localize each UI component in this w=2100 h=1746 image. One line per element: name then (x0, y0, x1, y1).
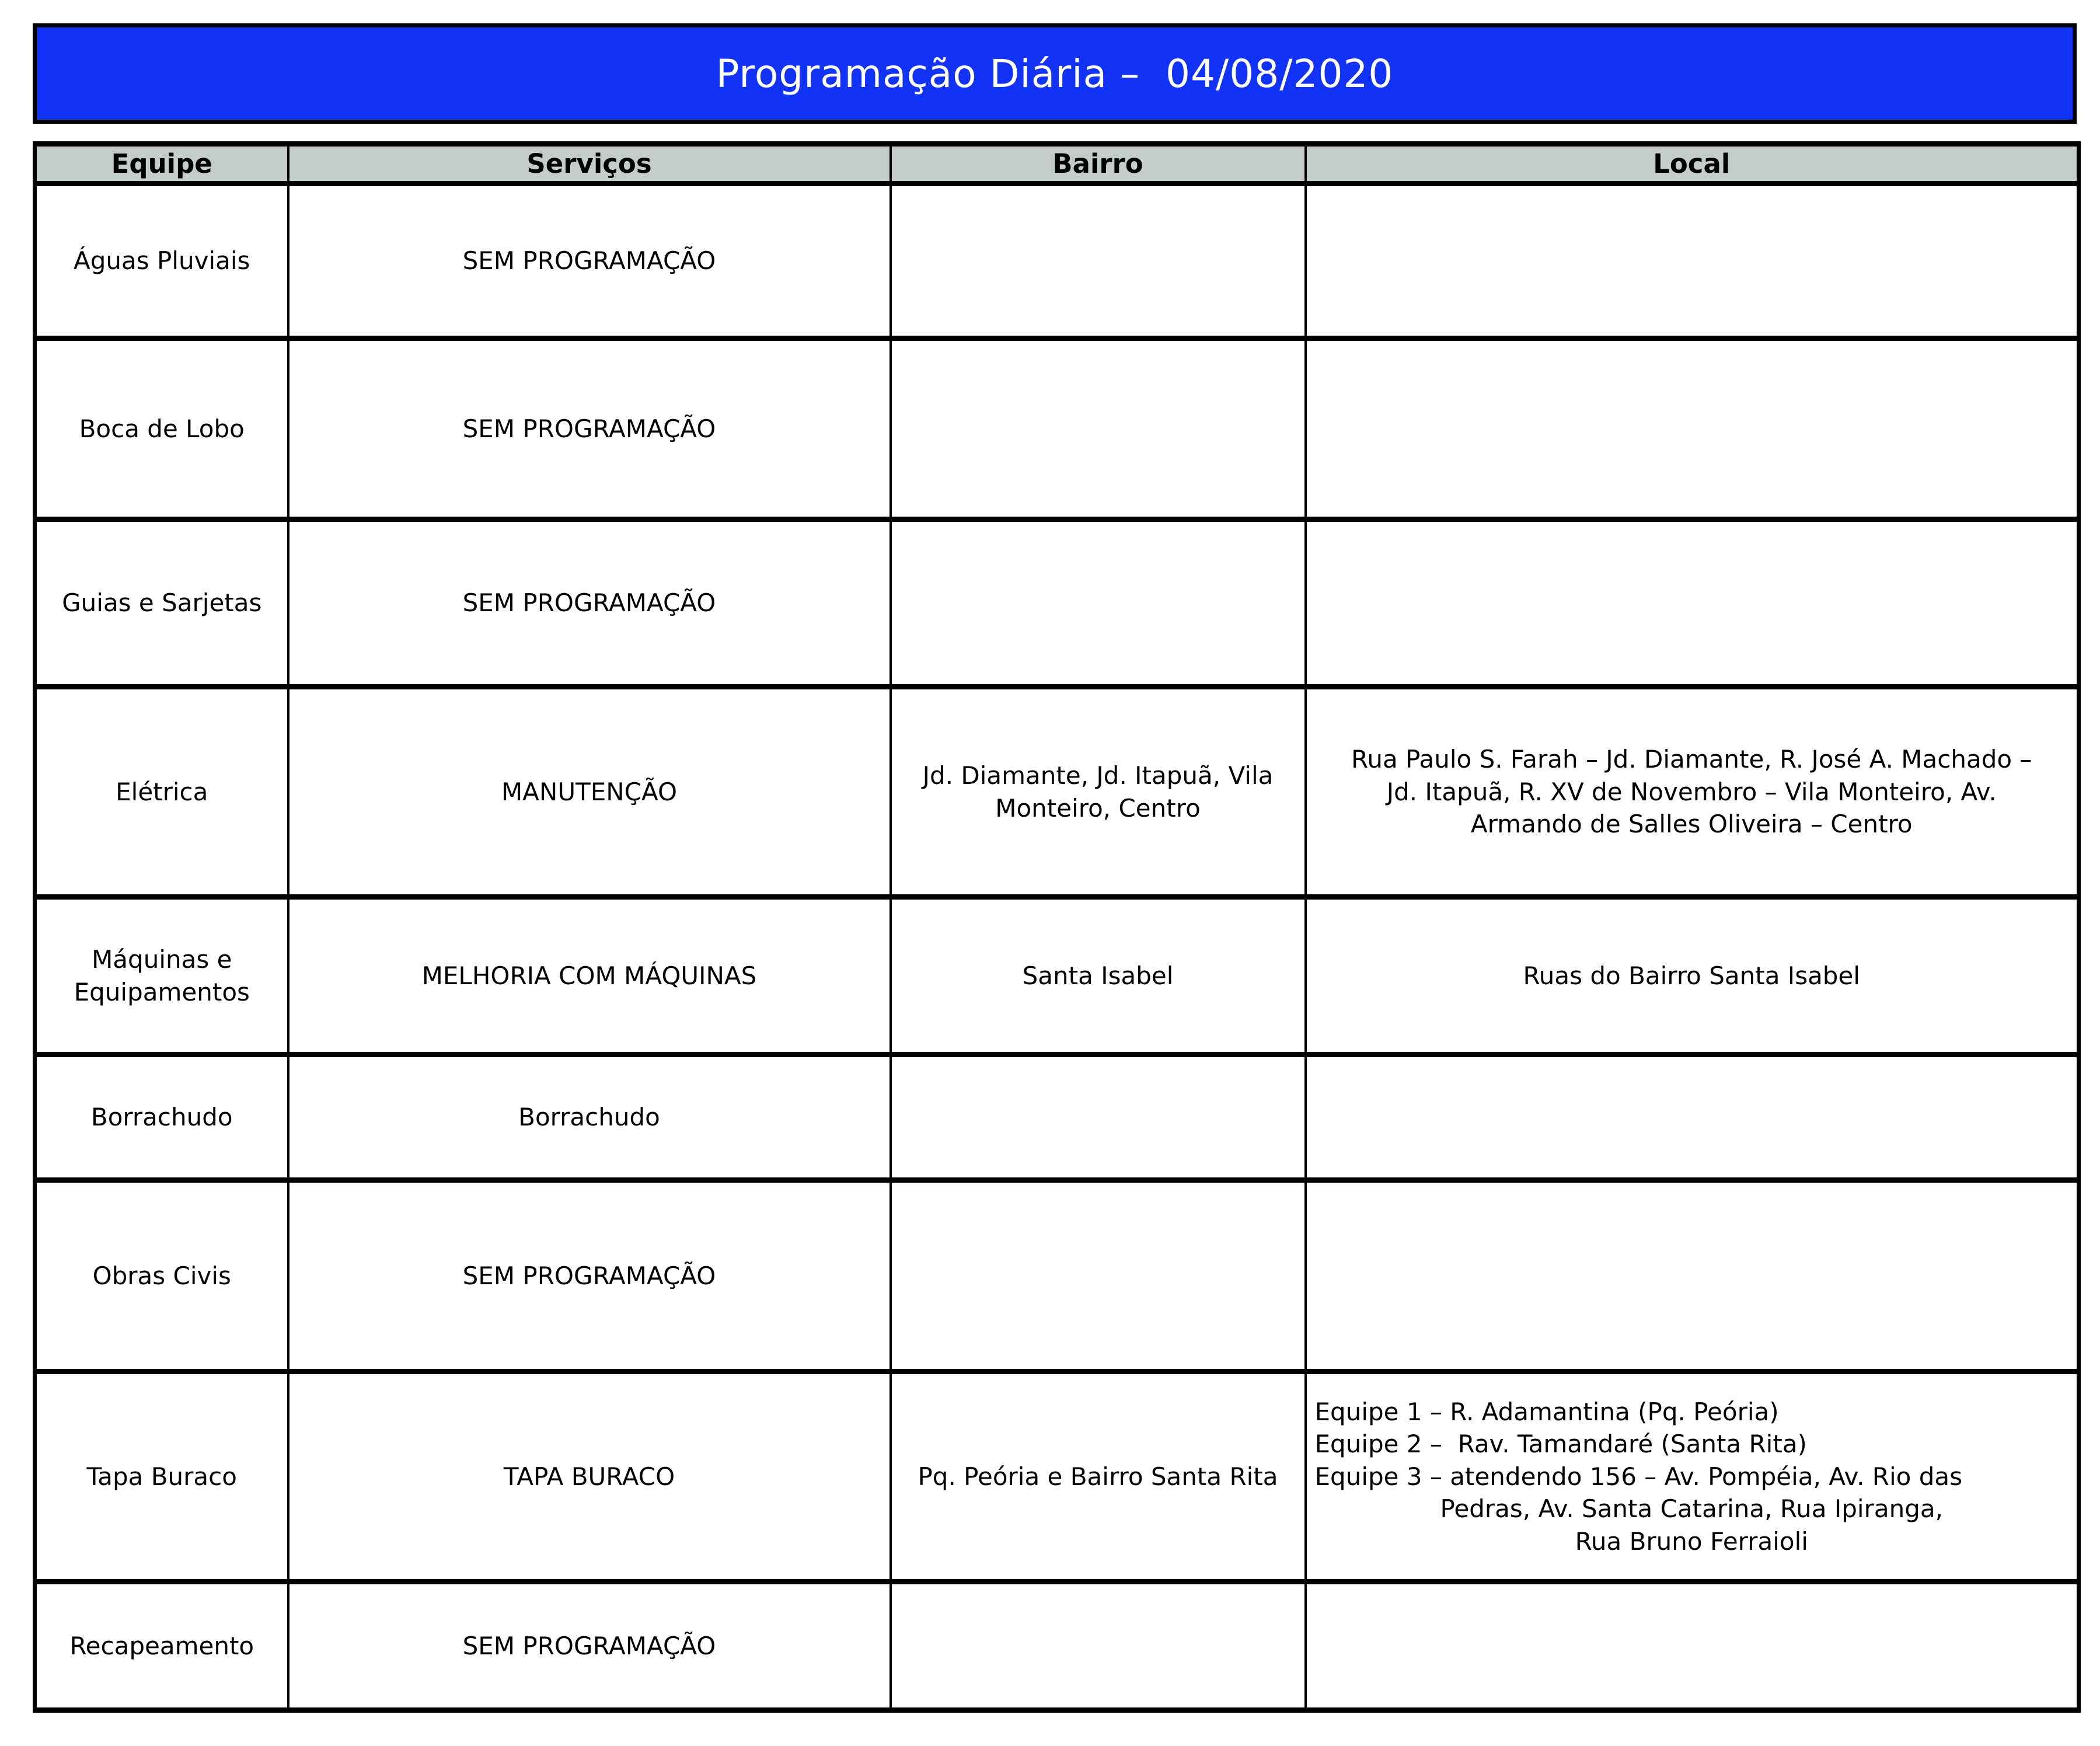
header-row (35, 144, 2079, 184)
local-line: Equipe 2 – Rav. Tamandaré (Santa Rita) (1314, 1430, 1807, 1459)
cell-bairro (891, 184, 1306, 339)
cell-local (1306, 1055, 2079, 1180)
cell-local (1306, 520, 2079, 687)
cell-local (1306, 687, 2079, 897)
cell-bairro (891, 520, 1306, 687)
cell-servicos: SEM PROGRAMAÇÃO (288, 1582, 891, 1710)
cell-servicos: MELHORIA COM MÁQUINAS (288, 897, 891, 1055)
cell-servicos: SEM PROGRAMAÇÃO (288, 520, 891, 687)
cell-bairro (891, 1180, 1306, 1372)
cell-local (1306, 1372, 2079, 1582)
bairro-text: Pq. Peória e Bairro Santa Rita (918, 1462, 1278, 1491)
table-row (35, 1372, 2079, 1582)
cell-bairro (891, 339, 1306, 520)
table-row (35, 184, 2079, 339)
cell-equipe: Águas Pluviais (35, 184, 288, 339)
cell-bairro (891, 1582, 1306, 1710)
table-row (35, 520, 2079, 687)
cell-servicos: SEM PROGRAMAÇÃO (288, 339, 891, 520)
cell-equipe: Recapeamento (35, 1582, 288, 1710)
header-equipe: Equipe (35, 144, 288, 184)
local-line: Rua Bruno Ferraioli (1575, 1527, 1808, 1556)
schedule-table-container (33, 141, 2077, 1713)
cell-equipe: Borrachudo (35, 1055, 288, 1180)
cell-local (1306, 1180, 2079, 1372)
cell-local (1306, 1582, 2079, 1710)
cell-servicos: SEM PROGRAMAÇÃO (288, 184, 891, 339)
cell-equipe: Guias e Sarjetas (35, 520, 288, 687)
local-line: Pedras, Av. Santa Catarina, Rua Ipiranga, (1440, 1494, 1943, 1524)
local-line: Rua Paulo S. Farah – Jd. Diamante, R. José A. Machado – (1351, 745, 2032, 774)
cell-servicos: MANUTENÇÃO (288, 687, 891, 897)
cell-equipe: Tapa Buraco (35, 1372, 288, 1582)
cell-equipe: Obras Civis (35, 1180, 288, 1372)
schedule-table (33, 141, 2081, 1713)
table-row (35, 1180, 2079, 1372)
header-local: Local (1306, 144, 2079, 184)
header-servicos: Serviços (288, 144, 891, 184)
cell-equipe: Elétrica (35, 687, 288, 897)
local-line: Equipe 3 – atendendo 156 – Av. Pompéia, Av. Rio das (1314, 1462, 1962, 1491)
cell-equipe: Máquinas e Equipamentos (35, 897, 288, 1055)
cell-servicos: Borrachudo (288, 1055, 891, 1180)
table-row (35, 339, 2079, 520)
cell-servicos: TAPA BURACO (288, 1372, 891, 1582)
table-row (35, 1582, 2079, 1710)
cell-bairro (891, 1055, 1306, 1180)
local-line: Armando de Salles Oliveira – Centro (1470, 810, 1913, 839)
cell-equipe: Boca de Lobo (35, 339, 288, 520)
cell-local (1306, 339, 2079, 520)
page-title: Programação Diária – 04/08/2020 (716, 51, 1394, 96)
cell-local: Ruas do Bairro Santa Isabel (1306, 897, 2079, 1055)
bairro-line: Jd. Diamante, Jd. Itapuã, Vila (922, 761, 1274, 790)
cell-bairro: Santa Isabel (891, 897, 1306, 1055)
table-row (35, 897, 2079, 1055)
header-bairro: Bairro (891, 144, 1306, 184)
cell-bairro (891, 687, 1306, 897)
title-bar (33, 23, 2077, 124)
bairro-line: Monteiro, Centro (995, 793, 1201, 823)
local-line: Jd. Itapuã, R. XV de Novembro – Vila Monteiro, Av. (1386, 777, 1997, 806)
table-row (35, 687, 2079, 897)
local-line: Equipe 1 – R. Adamantina (Pq. Peória) (1314, 1397, 1779, 1426)
cell-bairro (891, 1372, 1306, 1582)
table-row (35, 1055, 2079, 1180)
cell-local (1306, 184, 2079, 339)
cell-servicos: SEM PROGRAMAÇÃO (288, 1180, 891, 1372)
